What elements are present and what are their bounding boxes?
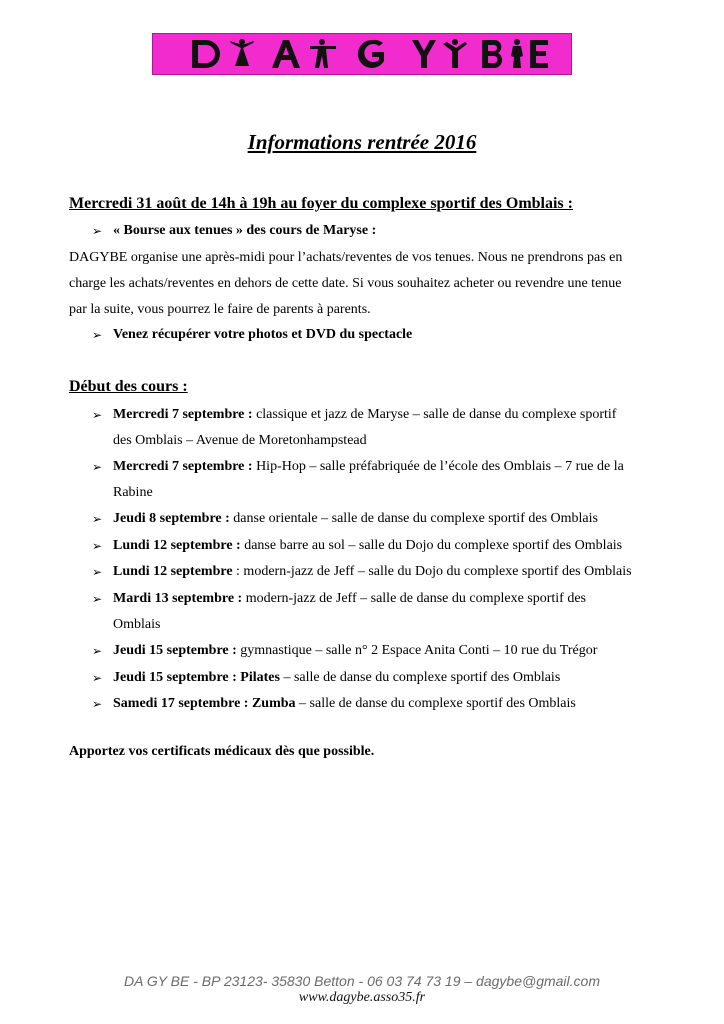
arrow-bullet-icon: ➢ <box>92 671 103 685</box>
logo-banner <box>152 33 572 75</box>
arrow-bullet-icon: ➢ <box>92 592 103 606</box>
arrow-bullet-icon: ➢ <box>92 224 103 238</box>
footer-website: www.dagybe.asso35.fr <box>298 990 426 1005</box>
dagybe-logo-icon <box>172 36 552 72</box>
arrow-bullet-icon: ➢ <box>92 328 103 342</box>
arrow-bullet-icon: ➢ <box>92 697 103 711</box>
page-title: Informations rentrée 2016 <box>247 130 477 154</box>
medical-certificate-note: Apportez vos certificats médicaux dès que possible. <box>69 744 375 759</box>
section-heading-cours: Début des cours : <box>69 378 188 395</box>
arrow-bullet-icon: ➢ <box>92 565 103 579</box>
arrow-bullet-icon: ➢ <box>92 460 103 474</box>
footer-contact: DA GY BE - BP 23123- 35830 Betton - 06 03 74 73 19 – dagybe@gmail.com <box>124 973 600 989</box>
arrow-bullet-icon: ➢ <box>92 644 103 658</box>
paragraph-bourse: DAGYBE organise une après-midi pour l’achats/reventes de vos tenues. Nous ne prendrons pas en charge les achats/reventes en dehors de cette date. Si vous souhaitez acheter ou revendre une tenue par la suite, vous pourrez le faire de parents à parents. <box>69 250 623 317</box>
arrow-bullet-icon: ➢ <box>92 539 103 553</box>
arrow-bullet-icon: ➢ <box>92 408 103 422</box>
arrow-bullet-icon: ➢ <box>92 512 103 526</box>
section-heading-bourse: Mercredi 31 août de 14h à 19h au foyer du complexe sportif des Omblais : <box>69 195 573 212</box>
